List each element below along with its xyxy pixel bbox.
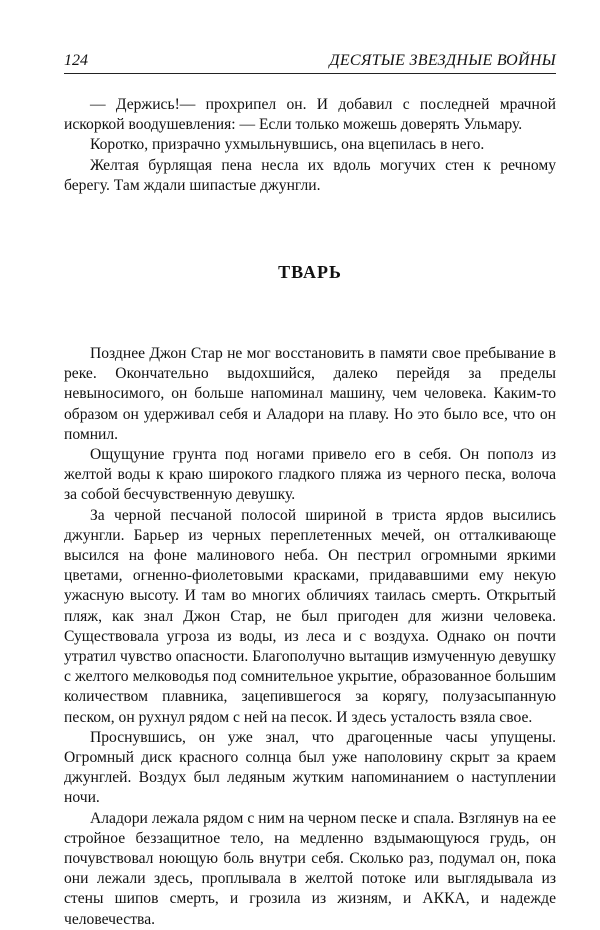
paragraph: За черной песчаной полосой шириной в триста ярдов высились джунгли. Барьер из черных переплетенных мечей, он отталкивающе высился на фоне малинового неба. Он пестрил огромными яркими цветами, огненно-фиолетовыми красками, придававшими ему некую ужасную высоту. И там во многих обличиях таилась смерть. Открытый пляж, как знал Джон Стар, не был пригоден для жизни человека. Существовала угроза из воды, из леса и с воздуха. Однако он почти утратил чувство опасности. Благополучно вытащив измученную девушку с желтого мелководья под сомнительное укрытие, образованное большим количеством плавника, зацепившегося за корягу, полузасыпанную песком, он рухнул рядом с ней на песок. И здесь усталость взяла свое. [64,506,556,726]
paragraph: Ощущуние грунта под ногами привело его в себя. Он пополз из желтой воды к краю широкого гладкого пляжа из черного песка, волоча за собой бесчувственную девушку. [64,446,556,504]
running-title: ДЕСЯТЫЕ ЗВЕЗДНЫЕ ВОЙНЫ [329,52,556,69]
page-number: 124 [64,52,88,69]
paragraph: Позднее Джон Стар не мог восстановить в памяти свое пребывание в реке. Окончательно выдохшийся, далеко перейдя за пределы невыносимого, он больше напоминал машину, чем человека. Каким-то образом он удерживал себя и Аладори на плаву. Но это было все, что он помнил. [64,345,556,443]
paragraph: — Держись!— прохрипел он. И добавил с последней мрачной искоркой воодушевления: — Если только можешь доверять Ульмару. [64,96,556,134]
chapter-title: ТВАРЬ [278,262,342,282]
paragraph: Проснувшись, он уже знал, что драгоценные часы упущены. Огромный диск красного солнца был уже наполовину скрыт за краем джунглей. Воздух был ледяным жутким напоминанием о наступлении ночи. [64,728,556,807]
paragraph: Коротко, призрачно ухмыльнувшись, она вцепилась в него. [90,136,485,154]
paragraph: Желтая бурлящая пена несла их вдоль могучих стен к речному берегу. Там ждали шипастые джунгли. [64,156,556,194]
paragraph: Аладори лежала рядом с ним на черном песке и спала. Взглянув на ее стройное беззащитное тело, на медленно вздымающуюся грудь, он почувствовал ноющую боль внутри себя. Сколько раз, подумал он, пока они лежали здесь, проплывала в желтой потоке или выглядывала из стены шипов смерть, и грозила из жизням, и АККА, и надежде человечества. [64,809,556,928]
page-header [64,51,556,74]
intro-text [64,95,556,196]
chapter-text [64,344,556,930]
